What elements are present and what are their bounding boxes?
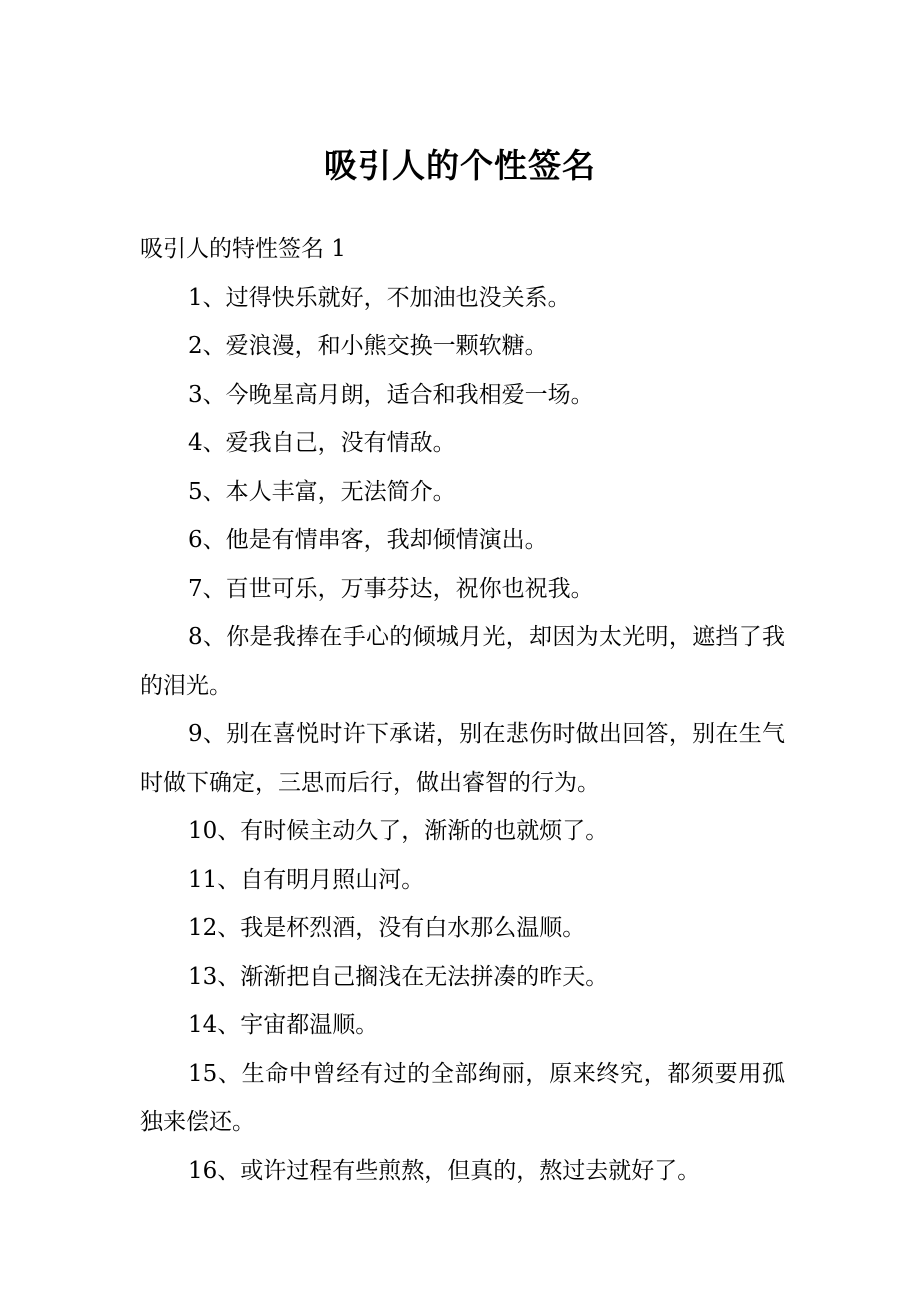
- list-item: 13、渐渐把自己搁浅在无法拼凑的昨天。: [188, 963, 609, 990]
- list-item: 15、生命中曾经有过的全部绚丽，原来终究，都须要用孤独来偿还。: [140, 1060, 785, 1135]
- list-item: 10、有时候主动久了，渐渐的也就烦了。: [188, 818, 609, 844]
- list-item: 14、宇宙都温顺。: [188, 1012, 379, 1038]
- list-item: 2、爱浪漫，和小熊交换一颗软糖。: [188, 333, 548, 359]
- list-item: 11、自有明月照山河。: [188, 866, 425, 893]
- list-item: 1、过得快乐就好，不加油也没关系。: [188, 284, 571, 311]
- list-item: 8、你是我捧在手心的倾城月光，却因为太光明，遮挡了我的泪光。: [140, 624, 785, 699]
- list-item: 9、别在喜悦时许下承诺，别在悲伤时做出回答，别在生气时做下确定，三思而后行，做出睿智的行为。: [140, 721, 785, 796]
- list-item: 16、或许过程有些煎熬，但真的，熬过去就好了。: [188, 1157, 701, 1184]
- list-item: 12、我是杯烈酒，没有白水那么温顺。: [188, 915, 586, 941]
- document-body: [140, 225, 785, 1195]
- list-item: 3、今晚星高月朗，适合和我相爱一场。: [188, 381, 594, 408]
- list-item: 6、他是有情串客，我却倾情演出。: [188, 527, 548, 553]
- page-title: 吸引人的个性签名: [324, 146, 596, 185]
- section-heading: 吸引人的特性签名 1: [140, 236, 346, 262]
- list-item: 7、百世可乐，万事芬达，祝你也祝我。: [188, 575, 594, 602]
- list-item: 4、爱我自己，没有情敌。: [188, 430, 456, 456]
- list-item: 5、本人丰富，无法简介。: [188, 478, 456, 505]
